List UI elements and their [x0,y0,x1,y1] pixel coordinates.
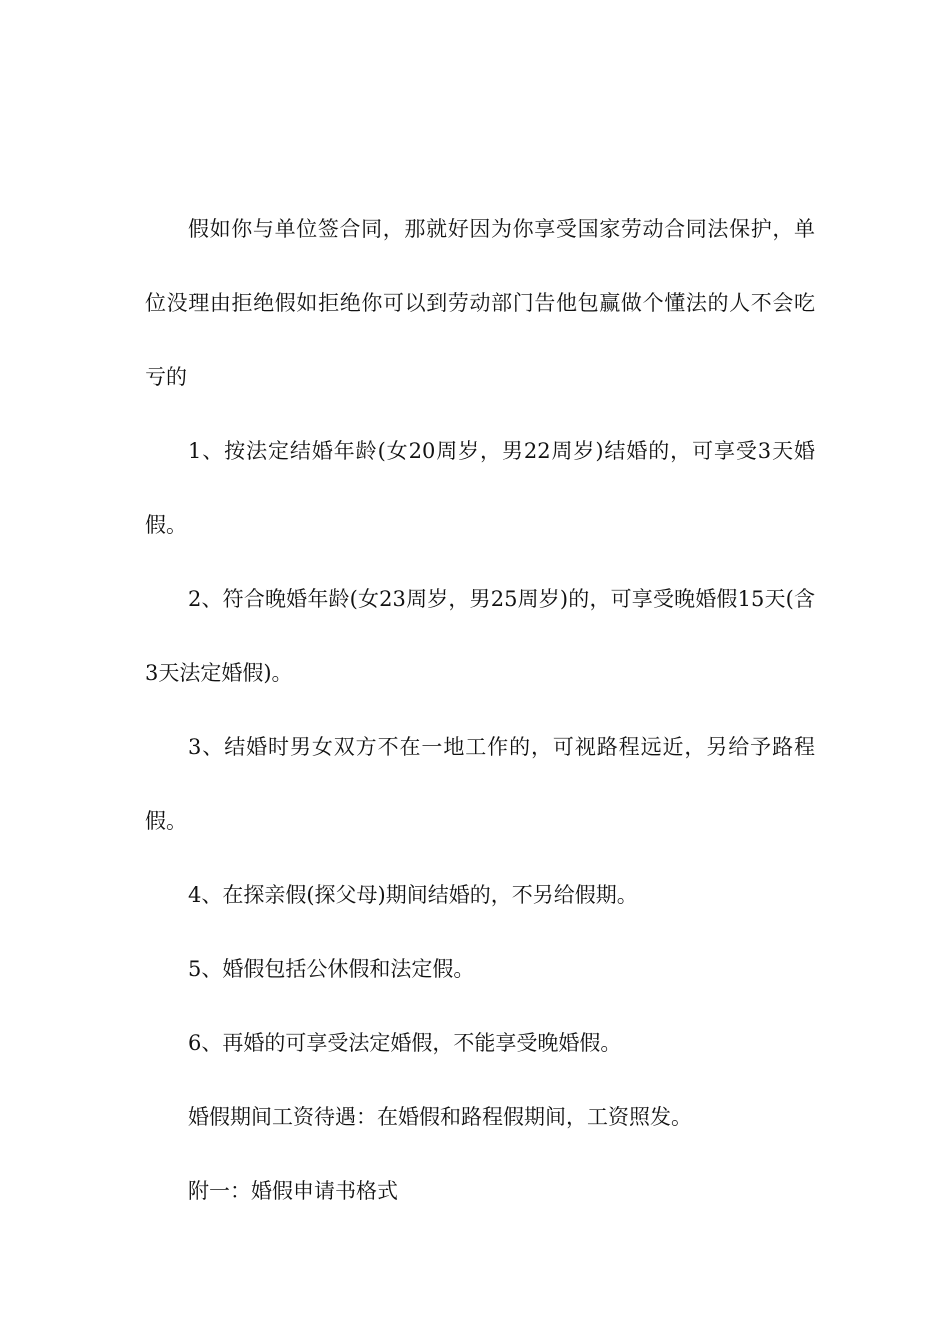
paragraph-salary: 婚假期间工资待遇：在婚假和路程假期间，工资照发。 [188,1105,692,1129]
paragraph-item-3-travel-leave: 3、结婚时男女双方不在一地工作的，可视路程远近，另给予路程假。 [145,735,815,833]
paragraph-item-4-home-leave: 4、在探亲假(探父母)期间结婚的，不另给假期。 [188,883,638,907]
paragraph-item-5-holidays: 5、婚假包括公休假和法定假。 [188,957,475,981]
paragraph-item-6-remarriage: 6、再婚的可享受法定婚假，不能享受晚婚假。 [188,1031,622,1055]
paragraph-contract-protection: 假如你与单位签合同，那就好因为你享受国家劳动合同法保护，单位没理由拒绝假如拒绝你可以到劳动部门告他包赢做个懂法的人不会吃亏的 [145,217,815,389]
document-body [145,192,815,1228]
paragraph-item-2-late-marriage: 2、符合晚婚年龄(女23周岁，男25周岁)的，可享受晚婚假15天(含3天法定婚假)。 [145,587,815,685]
paragraph-item-1-legal-age: 1、按法定结婚年龄(女20周岁，男22周岁)结婚的，可享受3天婚假。 [145,439,815,537]
paragraph-appendix-heading: 附一：婚假申请书格式 [188,1179,398,1203]
